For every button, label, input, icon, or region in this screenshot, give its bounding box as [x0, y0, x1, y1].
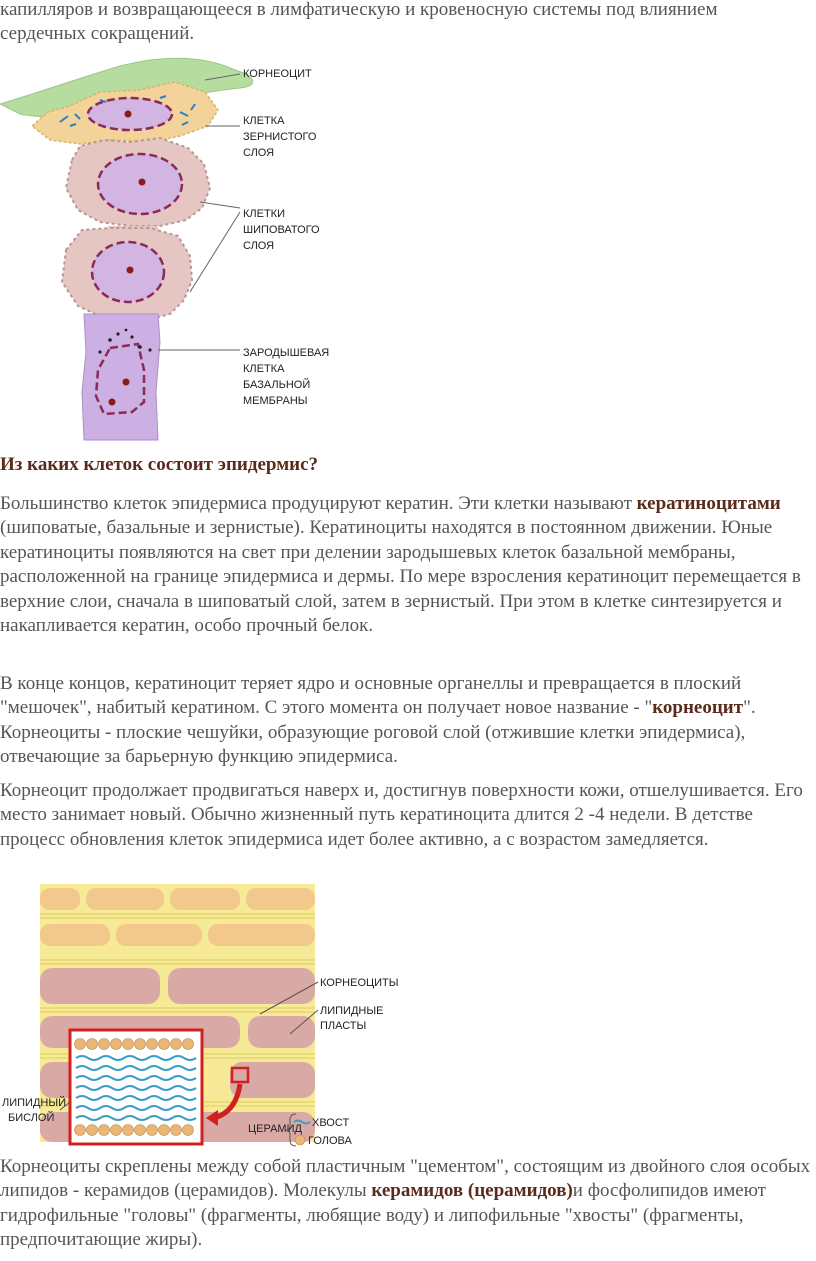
label-basal-1: ЗАРОДЫШЕВАЯ	[243, 347, 330, 359]
label-basal-2: КЛЕТКА	[243, 363, 285, 375]
label-granular-2: ЗЕРНИСТОГО	[243, 131, 317, 143]
label-lipid-bilayer-2: БИСЛОЙ	[8, 1112, 55, 1124]
ceramide-head-icon	[295, 1135, 305, 1145]
label-corneocytes: КОРНЕОЦИТЫ	[320, 977, 399, 989]
intro-line-2: сердечных сокращений.	[0, 23, 195, 45]
label-spinous-2: ШИПОВАТОГО	[243, 224, 320, 236]
para4-text-c: и фосфолипидов имеют гидрофильные "головы" (фрагменты, любящие воду) и липофильные "хвосты" (фрагменты, предпочитающие жиры).	[0, 1180, 766, 1251]
stratum-corneum-figure	[0, 884, 400, 1154]
label-ceramide: ЦЕРАМИД	[248, 1123, 302, 1135]
label-tail: ХВОСТ	[312, 1117, 350, 1129]
label-lipid-layers-1: ЛИПИДНЫЕ	[320, 1005, 384, 1017]
para1-text-a: Большинство клеток эпидермиса продуцируют кератин. Эти клетки называют	[0, 493, 637, 514]
paragraph-renewal: Корнеоцит продолжает продвигаться наверх и, достигнув поверхности кожи, отшелушивается. Его место занимает новый. Обычно жизненный путь кератиноцита длится 2 -4 недели. В детстве процесс обновления клеток эпидермиса идет более активно, а с возрастом замедляется.	[0, 780, 803, 850]
paragraph-keratinocytes	[0, 492, 812, 638]
label-head: ГОЛОВА	[308, 1135, 352, 1147]
basal-cell	[82, 314, 160, 440]
label-basal-4: МЕМБРАНЫ	[243, 395, 308, 407]
term-corneocyte: корнеоцит	[652, 697, 744, 719]
label-granular-3: СЛОЯ	[243, 147, 275, 159]
label-spinous-1: КЛЕТКИ	[243, 208, 285, 220]
para1-text-c: (шиповатые, базальные и зернистые). Кератиноциты находятся в постоянном движении. Юные кератиноциты появляются на свет при делении зародышевых клеток базальной мембраны, расположенной на границе эпидермиса и дермы. По мере взросления кератиноцит перемещается в верхние слои, сначала в шиповатый слой, затем в зернистый. При этом в клетке синтезируется и накапливается кератин, особо прочный белок.	[0, 517, 801, 637]
paragraph-corneocyte	[0, 672, 812, 770]
para2-text-c: ". Корнеоциты - плоские чешуйки, образующие роговой слой (отжившие клетки эпидермиса), отвечающие за барьерную функцию эпидермиса.	[0, 697, 756, 768]
term-keratinocytes: кератиноцитами	[636, 493, 781, 514]
label-lipid-layers-2: ПЛАСТЫ	[320, 1020, 367, 1032]
para2-text-a: В конце концов, кератиноцит теряет ядро и основные органеллы и превращается в плоский "мешочек", набитый кератином. С этого момента он получает новое название - "	[0, 673, 742, 719]
term-ceramides: керамидов (церамидов)	[371, 1180, 573, 1202]
section-heading: Из каких клеток состоит эпидермис?	[0, 454, 319, 475]
label-granular-1: КЛЕТКА	[243, 115, 285, 127]
para4-text-a: Корнеоциты скреплены между собой пластичным "цементом", состоящим из двойного слоя особых липидов - керамидов (церамидов). Молекулы	[0, 1156, 811, 1202]
paragraph-ceramides	[0, 1155, 812, 1253]
label-corneocyte: КОРНЕОЦИТ	[243, 68, 312, 80]
label-spinous-3: СЛОЯ	[243, 240, 275, 252]
epidermis-layers-figure	[0, 52, 340, 444]
label-lipid-bilayer-1: ЛИПИДНЫЙ	[2, 1097, 66, 1109]
intro-text	[0, 0, 812, 47]
intro-line-1: капилляров и возвращающееся в лимфатическую и кровеносную системы под влиянием	[0, 0, 718, 20]
label-basal-3: БАЗАЛЬНОЙ	[243, 379, 311, 391]
